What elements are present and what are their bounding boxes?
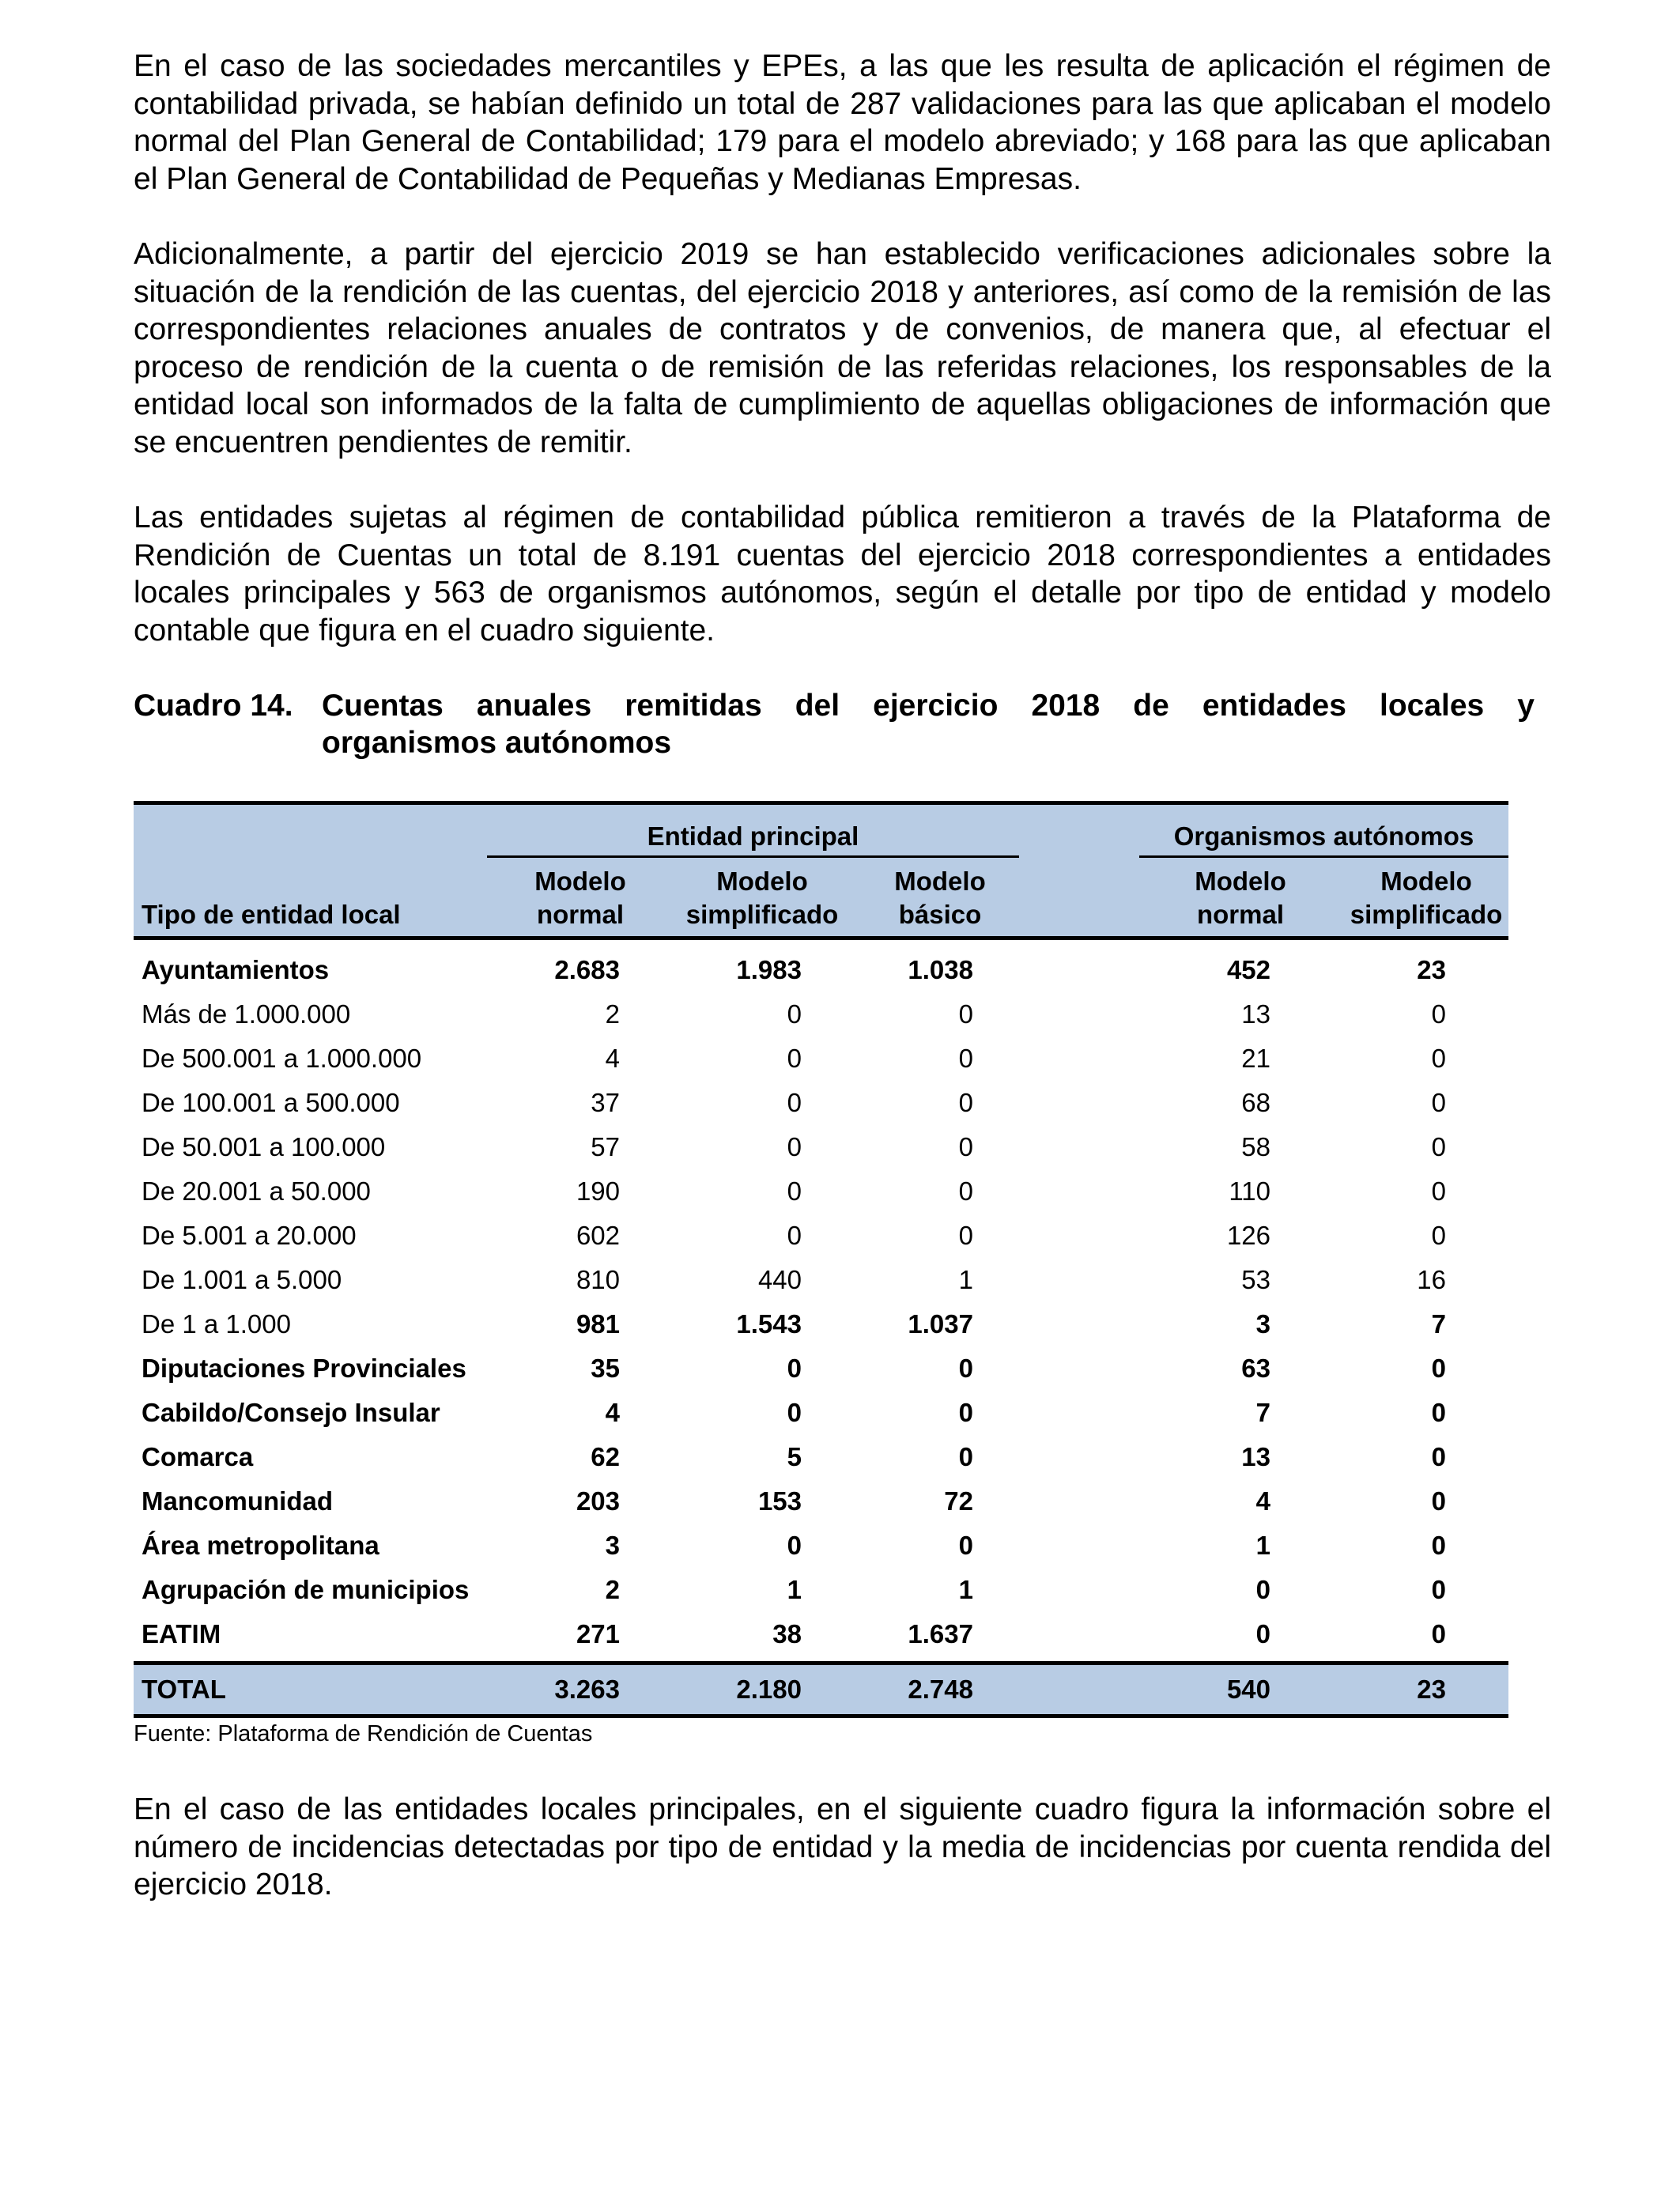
row-value: 0	[1431, 1486, 1446, 1516]
row-label: De 1.001 a 5.000	[142, 1265, 342, 1294]
table-row	[134, 1612, 1508, 1656]
row-value: 0	[787, 1132, 802, 1161]
row-value: 0	[787, 1531, 802, 1560]
row-value: 13	[1241, 999, 1270, 1029]
row-label: Cabildo/Consejo Insular	[142, 1398, 440, 1427]
paragraph-3: Las entidades sujetas al régimen de contabilidad pública remitieron a través de la Plataforma de Rendición de Cuentas un total de 8.191 cuentas del ejercicio 2018 correspondientes a entidades locales principales y 563 de organismos autónomos, según el detalle por tipo de entidad y modelo contable que figura en el cuadro siguiente.	[134, 500, 1551, 648]
row-value: 0	[787, 1176, 802, 1206]
row-value: 3	[605, 1531, 620, 1560]
row-value: 0	[787, 1044, 802, 1073]
row-value: 0	[958, 1221, 973, 1250]
row-value: 2	[605, 999, 620, 1029]
row-value: 38	[772, 1619, 802, 1648]
table-row	[134, 1391, 1508, 1435]
caption-line-2: organismos autónomos	[322, 726, 672, 760]
table-row	[134, 1081, 1508, 1125]
column-header-tipo: Tipo de entidad local	[142, 900, 401, 929]
row-value: 1	[1255, 1531, 1270, 1560]
row-value: 1.543	[736, 1309, 802, 1339]
row-value: 0	[958, 1442, 973, 1471]
table-body	[134, 940, 1508, 1661]
table-row	[134, 1524, 1508, 1568]
table-total-row	[134, 1661, 1508, 1718]
row-label: Ayuntamientos	[142, 955, 330, 984]
row-value: 1	[958, 1265, 973, 1294]
row-value: 0	[1255, 1575, 1270, 1604]
row-label: De 1 a 1.000	[142, 1309, 291, 1339]
row-label: De 500.001 a 1.000.000	[142, 1044, 422, 1073]
group-header-entidad-principal: Entidad principal	[647, 821, 859, 851]
row-label: Mancomunidad	[142, 1486, 334, 1516]
row-value: 0	[958, 999, 973, 1029]
row-value: 2	[605, 1575, 620, 1604]
row-value: 37	[591, 1088, 620, 1117]
table-row	[134, 992, 1508, 1037]
row-value: 0	[958, 1132, 973, 1161]
row-value: 57	[591, 1132, 620, 1161]
row-label: De 5.001 a 20.000	[142, 1221, 357, 1250]
row-label: De 100.001 a 500.000	[142, 1088, 400, 1117]
column-header-modelo-simplificado: Modelo simplificado	[685, 867, 839, 929]
total-value: 540	[1226, 1675, 1270, 1704]
total-label: TOTAL	[142, 1675, 226, 1704]
document-page	[134, 47, 1551, 1942]
row-value: 7	[1255, 1398, 1270, 1427]
total-value: 2.180	[736, 1675, 802, 1704]
row-value: 0	[1431, 1442, 1446, 1471]
row-value: 21	[1241, 1044, 1270, 1073]
row-value: 110	[1229, 1176, 1270, 1206]
row-value: 0	[1431, 1132, 1446, 1161]
row-value: 0	[958, 1044, 973, 1073]
row-value: 153	[757, 1486, 802, 1516]
row-value: 1.038	[908, 955, 973, 984]
row-label: Más de 1.000.000	[142, 999, 351, 1029]
row-value: 0	[1431, 999, 1446, 1029]
table-row	[134, 1258, 1508, 1302]
row-value: 2.683	[554, 955, 620, 984]
caption-line-1: Cuentas anuales remitidas del ejercicio 2018 de entidades locales y	[322, 689, 1535, 723]
row-label: Área metropolitana	[142, 1531, 379, 1560]
row-value: 7	[1431, 1309, 1446, 1339]
row-value: 0	[1431, 1531, 1446, 1560]
row-value: 981	[576, 1309, 620, 1339]
row-value: 0	[958, 1398, 973, 1427]
row-value: 0	[1255, 1619, 1270, 1648]
row-value: 0	[1431, 1044, 1446, 1073]
row-value: 0	[1431, 1176, 1446, 1206]
row-value: 0	[787, 1398, 802, 1427]
group-header-organismos: Organismos autónomos	[1173, 821, 1474, 851]
column-header-oa-modelo-simplificado: Modelo simplificado	[1350, 867, 1503, 929]
row-value: 203	[576, 1486, 620, 1516]
group-underline-entidad-principal	[487, 855, 1019, 858]
table-row	[134, 1346, 1508, 1391]
column-header-modelo-basico: Modelo básico	[894, 867, 986, 929]
row-value: 72	[944, 1486, 973, 1516]
table-row	[134, 1169, 1508, 1214]
row-value: 13	[1241, 1442, 1270, 1471]
row-value: 62	[591, 1442, 620, 1471]
table-row	[134, 1214, 1508, 1258]
row-value: 0	[787, 999, 802, 1029]
table-source: Fuente: Plataforma de Rendición de Cuentas	[134, 1721, 593, 1747]
row-value: 1	[787, 1575, 802, 1604]
row-value: 0	[787, 1221, 802, 1250]
row-value: 602	[576, 1221, 620, 1250]
row-label: EATIM	[142, 1619, 221, 1648]
row-value: 126	[1226, 1221, 1270, 1250]
row-value: 1.983	[736, 955, 802, 984]
row-value: 0	[787, 1088, 802, 1117]
row-value: 0	[1431, 1575, 1446, 1604]
row-label: De 20.001 a 50.000	[142, 1176, 371, 1206]
caption-title	[322, 687, 1535, 761]
row-value: 5	[787, 1442, 802, 1471]
row-value: 810	[576, 1265, 620, 1294]
row-value: 63	[1241, 1354, 1270, 1383]
row-value: 0	[1431, 1354, 1446, 1383]
row-label: Agrupación de municipios	[142, 1575, 470, 1604]
closing-paragraph: En el caso de las entidades locales principales, en el siguiente cuadro figura la información sobre el número de incidencias detectadas por tipo de entidad y la media de incidencias por cuenta rendida del ejercicio 2018.	[134, 1792, 1551, 1901]
row-value: 0	[958, 1531, 973, 1560]
row-value: 0	[1431, 1619, 1446, 1648]
total-value: 2.748	[908, 1675, 973, 1704]
paragraph-1: En el caso de las sociedades mercantiles y EPEs, a las que les resulta de aplicación el régimen de contabilidad privada, se habían definido un total de 287 validaciones para las que aplicaban el modelo normal del Plan General de Contabilidad; 179 para el modelo abreviado; y 168 para las que aplicaban el Plan General de Contabilidad de Pequeñas y Medianas Empresas.	[134, 49, 1551, 196]
row-value: 4	[1255, 1486, 1270, 1516]
table-row	[134, 1435, 1508, 1479]
table-row	[134, 948, 1508, 992]
row-label: Comarca	[142, 1442, 254, 1471]
row-value: 3	[1255, 1309, 1270, 1339]
row-value: 16	[1417, 1265, 1446, 1294]
row-value: 4	[605, 1398, 620, 1427]
table-row	[134, 1037, 1508, 1081]
table-row	[134, 1568, 1508, 1612]
table-header	[134, 801, 1508, 940]
column-header-oa-modelo-normal: Modelo normal	[1195, 867, 1286, 929]
table-row	[134, 1479, 1508, 1524]
row-value: 0	[1431, 1398, 1446, 1427]
table-row	[134, 1125, 1508, 1169]
table-row	[134, 1302, 1508, 1346]
row-value: 1	[958, 1575, 973, 1604]
row-label: De 50.001 a 100.000	[142, 1132, 386, 1161]
caption-number: Cuadro 14.	[134, 689, 293, 723]
row-value: 452	[1226, 955, 1270, 984]
row-value: 58	[1241, 1132, 1270, 1161]
row-value: 35	[591, 1354, 620, 1383]
column-header-modelo-normal: Modelo normal	[534, 867, 626, 929]
paragraph-2: Adicionalmente, a partir del ejercicio 2019 se han establecido verificaciones adicionales sobre la situación de la rendición de las cuentas, del ejercicio 2018 y anteriores, así como de la remisión de las correspondientes relaciones anuales de contratos y de convenios, de manera que, al efectuar el proceso de rendición de la cuenta o de remisión de las referidas relaciones, los responsables de la entidad local son informados de la falta de cumplimiento de aquellas obligaciones de información que se encuentren pendientes de remitir.	[134, 237, 1551, 459]
row-value: 0	[1431, 1088, 1446, 1117]
row-value: 4	[605, 1044, 620, 1073]
row-value: 440	[757, 1265, 802, 1294]
total-value: 3.263	[554, 1675, 620, 1704]
table-caption	[134, 687, 1551, 761]
accounts-table	[134, 801, 1508, 1718]
row-label: Diputaciones Provinciales	[142, 1354, 466, 1383]
row-value: 0	[958, 1176, 973, 1206]
row-value: 1.037	[908, 1309, 973, 1339]
row-value: 0	[958, 1088, 973, 1117]
row-value: 0	[958, 1354, 973, 1383]
row-value: 0	[787, 1354, 802, 1383]
row-value: 1.637	[908, 1619, 973, 1648]
row-value: 23	[1417, 955, 1446, 984]
row-value: 53	[1241, 1265, 1270, 1294]
row-value: 0	[1431, 1221, 1446, 1250]
total-value: 23	[1417, 1675, 1446, 1704]
row-value: 271	[576, 1619, 620, 1648]
row-value: 68	[1241, 1088, 1270, 1117]
row-value: 190	[576, 1176, 620, 1206]
